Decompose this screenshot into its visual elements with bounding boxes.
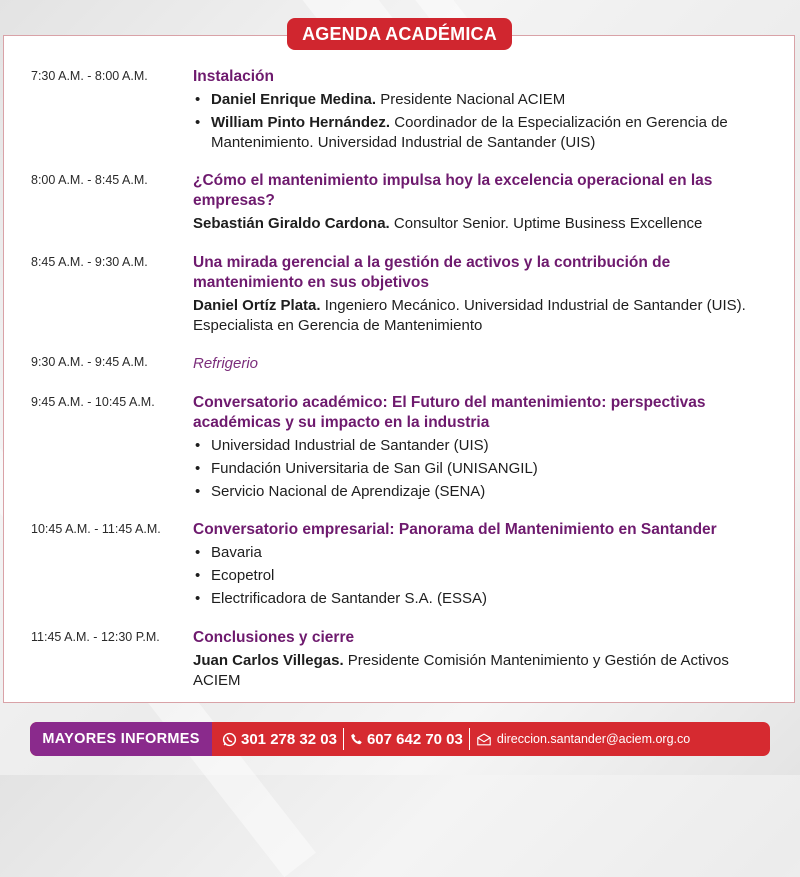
agenda-time: 11:45 A.M. - 12:30 P.M.: [31, 630, 160, 644]
phone-number: 301 278 32 03: [241, 730, 337, 748]
agenda-content: [193, 520, 773, 609]
list-item-text: Bavaria: [211, 544, 262, 561]
speaker-name: Daniel Enrique Medina.: [211, 91, 377, 108]
speaker-name: Juan Carlos Villegas.: [193, 652, 344, 669]
agenda-time: 9:30 A.M. - 9:45 A.M.: [31, 355, 148, 369]
list-item-text: Universidad Industrial de Santander (UIS): [211, 437, 489, 454]
agenda-time: 8:45 A.M. - 9:30 A.M.: [31, 255, 148, 269]
whatsapp-phone[interactable]: [222, 731, 337, 748]
list-item: • Servicio Nacional de Aprendizaje (SENA): [195, 483, 486, 500]
mail-icon: [476, 733, 492, 746]
agenda-content: [193, 628, 773, 691]
speaker-role: Ingeniero Mecánico. Universidad Industrial de Santander (UIS). Especialista en Gerencia de Mantenimiento: [193, 297, 746, 334]
agenda-title: Instalación: [193, 68, 274, 85]
whatsapp-icon: [222, 732, 237, 747]
divider: [469, 728, 470, 750]
agenda-content: [193, 67, 773, 153]
agenda-time: 8:00 A.M. - 8:45 A.M.: [31, 173, 148, 187]
agenda-title: Conversatorio empresarial: Panorama del Mantenimiento en Santander: [193, 521, 717, 538]
speaker-role: Presidente Nacional ACIEM: [380, 91, 566, 108]
list-item: • Fundación Universitaria de San Gil (UNISANGIL): [195, 460, 538, 477]
agenda-content: [193, 253, 773, 336]
list-item-text: Fundación Universitaria de San Gil (UNISANGIL): [211, 460, 538, 477]
speaker: [193, 651, 773, 691]
agenda-break: Refrigerio: [193, 355, 259, 372]
contact-email[interactable]: [476, 732, 690, 746]
speaker-role: Consultor Senior. Uptime Business Excellence: [393, 215, 703, 232]
speaker-name: William Pinto Hernández.: [211, 114, 391, 131]
phone-number: 607 642 70 03: [366, 730, 463, 748]
list-item: • Daniel Enrique Medina. Presidente Nacional ACIEM: [195, 91, 566, 108]
list-item-text: Servicio Nacional de Aprendizaje (SENA): [211, 483, 486, 500]
agenda-title: Una mirada gerencial a la gestión de activos y la contribución de mantenimiento en sus objetivos: [193, 254, 671, 291]
agenda-content: [193, 393, 773, 502]
speaker-name: Sebastián Giraldo Cardona.: [193, 215, 390, 232]
list-item: • Bavaria: [195, 544, 262, 561]
agenda-title: Conversatorio académico: El Futuro del mantenimiento: perspectivas académicas y su impacto en la industria: [193, 394, 706, 431]
agenda-title: Conclusiones y cierre: [193, 629, 355, 646]
agenda-time: 10:45 A.M. - 11:45 A.M.: [31, 522, 161, 536]
speaker: [193, 296, 773, 336]
list-item: • Universidad Industrial de Santander (UIS): [195, 437, 489, 454]
speaker-role: Presidente Comisión Mantenimiento y Gestión de Activos ACIEM: [193, 652, 729, 689]
speaker-role: Coordinador de la Especialización en Gerencia de Mantenimiento. Universidad Industrial de Santander (UIS): [211, 114, 728, 151]
agenda-content: [193, 354, 773, 374]
list-item-text: Electrificadora de Santander S.A. (ESSA): [211, 590, 487, 607]
contact-label: MAYORES INFORMES: [30, 722, 212, 756]
agenda-content: [193, 171, 773, 234]
divider: [343, 728, 344, 750]
speaker: [193, 214, 773, 234]
phone-icon: [350, 732, 363, 746]
list-item: • William Pinto Hernández. Coordinador de la Especialización en Gerencia de Mantenimiento. Universidad Industrial de Santander (UIS): [195, 114, 728, 151]
page-title: AGENDA ACADÉMICA: [287, 18, 512, 50]
agenda-title: ¿Cómo el mantenimiento impulsa hoy la excelencia operacional en las empresas?: [193, 172, 713, 209]
agenda-time: 7:30 A.M. - 8:00 A.M.: [31, 69, 148, 83]
speaker-name: Daniel Ortíz Plata.: [193, 297, 321, 314]
agenda-time: 9:45 A.M. - 10:45 A.M.: [31, 395, 155, 409]
email-address: direccion.santander@aciem.org.co: [496, 732, 691, 746]
landline-phone[interactable]: [350, 731, 463, 748]
list-item: • Ecopetrol: [195, 567, 275, 584]
list-item: • Electrificadora de Santander S.A. (ESSA): [195, 590, 487, 607]
list-item-text: Ecopetrol: [211, 567, 275, 584]
contact-bar: [30, 722, 770, 756]
